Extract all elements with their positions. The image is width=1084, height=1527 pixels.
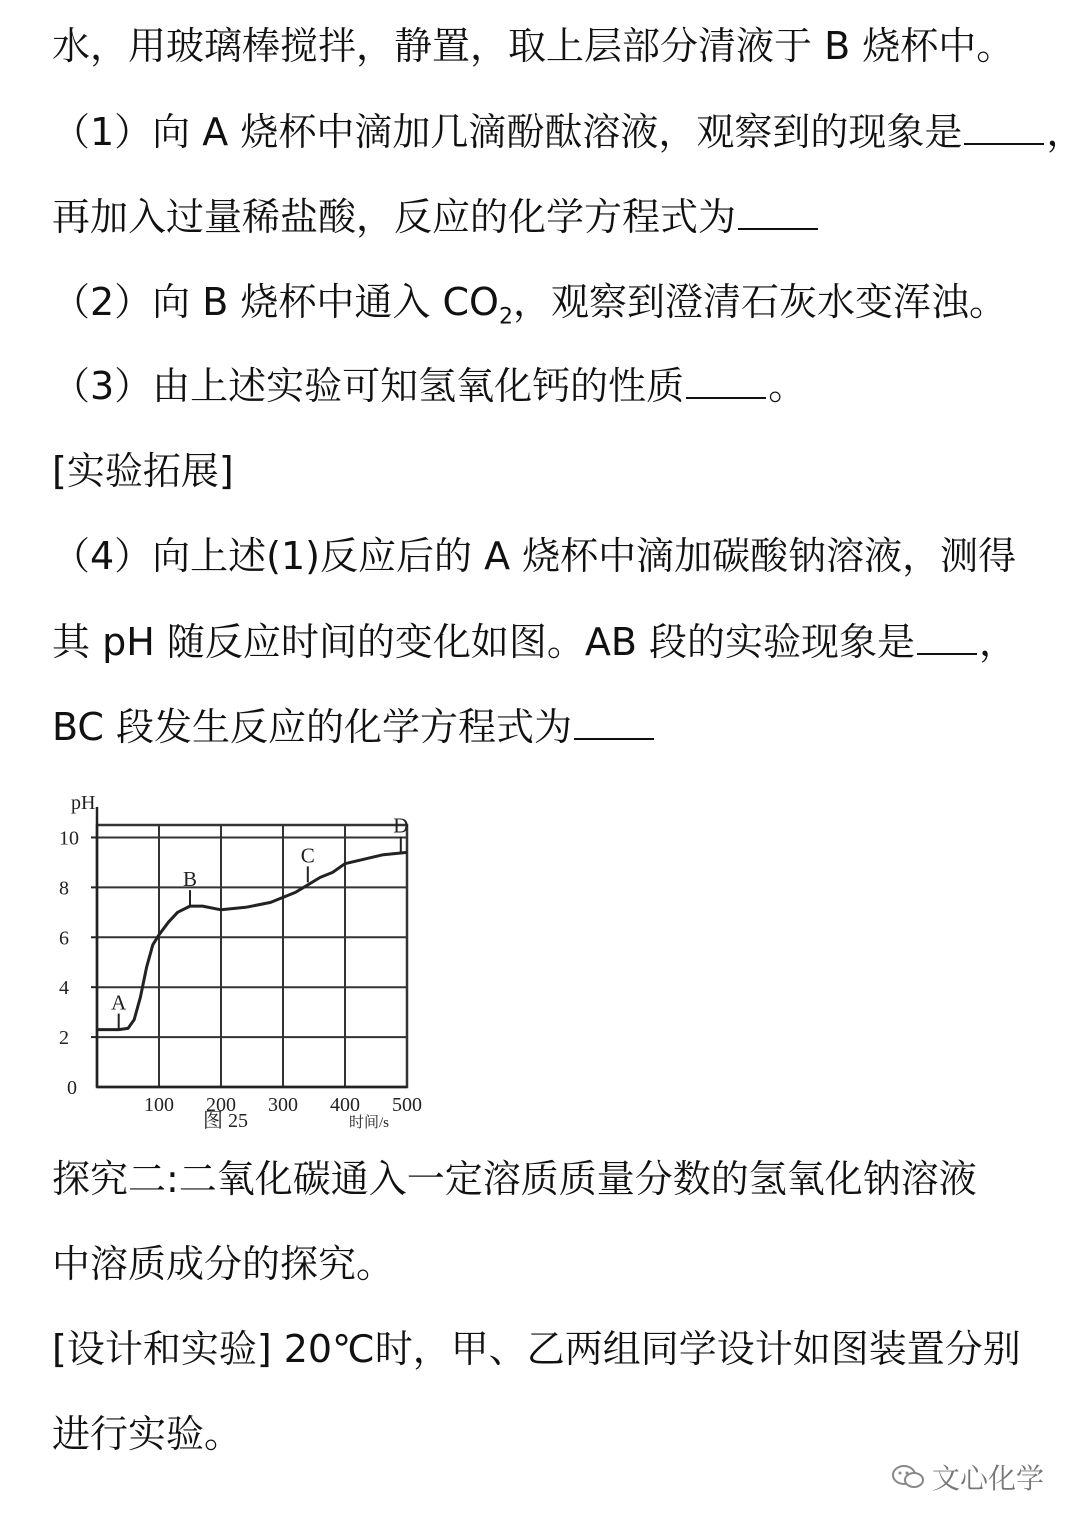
chart-grid [97,825,407,1087]
answer-blank [964,109,1044,145]
y-tick-label: 4 [59,977,69,1000]
wechat-icon [890,1463,926,1491]
grid-frame [97,825,407,1087]
text-line-11: 中溶质成分的探究。 [52,1242,395,1286]
x-tick-label: 100 [144,1094,174,1116]
answer-blank [574,704,654,740]
text-line-8: 其 pH 随反应时间的变化如图。AB 段的实验现象是 ， [52,620,1018,664]
text-line-13: 进行实验。 [52,1412,243,1456]
ph-chart [55,785,435,1130]
answer-blank [738,194,818,230]
watermark: 文心化学 [890,1457,1044,1497]
y-tick-label: 0 [67,1077,77,1099]
point-label-b: B [182,867,198,892]
text-line-12: [设计和实验] 20℃时，甲、乙两组同学设计如图装置分别 [52,1327,1021,1371]
chart-series [97,852,407,1029]
x-tick-label: 300 [268,1094,298,1116]
x-axis-label: 时间/s [349,1115,390,1131]
y-tick-label: 10 [59,827,79,850]
answer-blank [917,619,977,655]
text-line-1: 水，用玻璃棒搅拌，静置，取上层部分清液于 B 烧杯中。 [52,24,1015,68]
x-tick-label: 500 [392,1094,422,1116]
y-tick-label: 8 [59,877,69,900]
y-tick-label: 2 [59,1027,69,1050]
text-line-7: （4）向上述(1)反应后的 A 烧杯中滴加碳酸钠溶液，测得 [52,534,1017,578]
text-line-4: （2）向 B 烧杯中通入 $CO_2$，观察到澄清石灰水变浑浊。 [52,280,1007,330]
chart-annotations [111,813,408,1029]
y-axis-label: pH [71,792,96,814]
point-label-d: D [393,813,409,838]
text-line-2: （1）向 A 烧杯中滴加几滴酚酞溶液，观察到的现象是 ， [52,110,1084,154]
section-heading-expand: [实验拓展] [52,449,234,493]
y-tick-label: 6 [59,927,69,950]
x-tick-label: 200 [206,1094,236,1116]
text-line-9: BC 段发生反应的化学方程式为 [52,703,1040,751]
text-line-10: 探究二:二氧化碳通入一定溶质质量分数的氢氧化钠溶液 [52,1157,977,1201]
point-label-a: A [111,990,127,1015]
text-line-3: 再加入过量稀盐酸，反应的化学方程式为 [52,193,1040,241]
chart-ticks [59,827,422,1116]
point-label-c: C [300,843,315,868]
x-tick-label: 400 [330,1094,360,1116]
answer-blank [686,363,766,399]
chart-axes [97,807,407,1087]
ph-curve [97,852,407,1029]
chart-caption: 图 25 [203,1110,248,1132]
text-line-5: （3）由上述实验可知氢氧化钙的性质 。 [52,364,807,408]
